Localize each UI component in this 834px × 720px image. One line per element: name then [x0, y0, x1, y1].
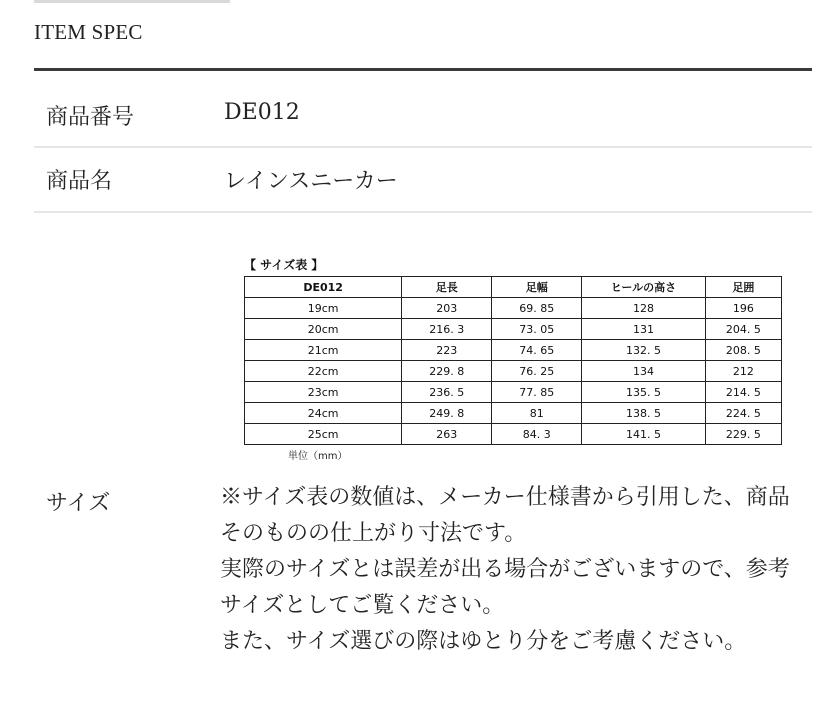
- row-divider: [34, 146, 812, 148]
- size-table-cell: 135. 5: [582, 382, 706, 403]
- section-title: ITEM SPEC: [34, 20, 143, 44]
- size-table-row: [245, 424, 782, 445]
- size-note-line: また、サイズ選びの際はゆとり分をご考慮ください。: [220, 629, 747, 654]
- size-table-row: [245, 298, 782, 319]
- size-table-header-row: [245, 277, 782, 298]
- size-table-cell: 249. 8: [402, 403, 492, 424]
- size-section-label: サイズ: [46, 491, 111, 516]
- size-table-cell: 196: [705, 298, 781, 319]
- size-table-row: [245, 403, 782, 424]
- spec-value-product-name: レインスニーカー: [224, 169, 398, 194]
- size-table-cell: 203: [402, 298, 492, 319]
- size-table-header: 足幅: [492, 277, 582, 298]
- size-table-cell: 23cm: [245, 382, 402, 403]
- size-table-cell: 25cm: [245, 424, 402, 445]
- size-table-cell: 21cm: [245, 340, 402, 361]
- size-table-cell: 224. 5: [705, 403, 781, 424]
- size-table-cell: 81: [492, 403, 582, 424]
- size-table-cell: 263: [402, 424, 492, 445]
- size-table-cell: 134: [582, 361, 706, 382]
- size-table-cell: 138. 5: [582, 403, 706, 424]
- row-divider: [34, 211, 812, 213]
- size-chart: [244, 256, 784, 462]
- size-table-header: DE012: [245, 277, 402, 298]
- size-table-cell: 131: [582, 319, 706, 340]
- spec-label-product-name: 商品名: [46, 169, 113, 194]
- size-table-cell: 69. 85: [492, 298, 582, 319]
- size-chart-unit: 単位（mm）: [288, 451, 348, 462]
- size-table-cell: 229. 5: [705, 424, 781, 445]
- size-table-header: 足囲: [705, 277, 781, 298]
- size-table-cell: 84. 3: [492, 424, 582, 445]
- size-table-cell: 216. 3: [402, 319, 492, 340]
- size-table-cell: 20cm: [245, 319, 402, 340]
- size-table-cell: 229. 8: [402, 361, 492, 382]
- size-table-cell: 236. 5: [402, 382, 492, 403]
- size-table-cell: 22cm: [245, 361, 402, 382]
- size-table-row: [245, 340, 782, 361]
- size-table-cell: 208. 5: [705, 340, 781, 361]
- size-table-cell: 223: [402, 340, 492, 361]
- size-table-row: [245, 361, 782, 382]
- size-table-cell: 77. 85: [492, 382, 582, 403]
- spec-value-product-number: DE012: [224, 100, 300, 125]
- size-table-row: [245, 319, 782, 340]
- top-decor-strip: [34, 0, 230, 3]
- size-table-cell: 132. 5: [582, 340, 706, 361]
- size-table-row: [245, 382, 782, 403]
- size-table-cell: 74. 65: [492, 340, 582, 361]
- size-table-cell: 19cm: [245, 298, 402, 319]
- size-table: [244, 276, 782, 445]
- size-table-cell: 76. 25: [492, 361, 582, 382]
- size-table-cell: 141. 5: [582, 424, 706, 445]
- spec-label-product-number: 商品番号: [46, 105, 135, 130]
- size-table-cell: 128: [582, 298, 706, 319]
- size-note-line: ※サイズ表の数値は、メーカー仕様書から引用した、商品そのものの仕上がり寸法です。: [220, 485, 790, 546]
- size-table-cell: 214. 5: [705, 382, 781, 403]
- size-chart-caption: 【 サイズ表 】: [244, 258, 324, 272]
- size-table-cell: 212: [705, 361, 781, 382]
- section-title-divider: [34, 68, 812, 71]
- size-table-cell: 73. 05: [492, 319, 582, 340]
- size-note-line: 実際のサイズとは誤差が出る場合がございますので、参考サイズとしてご覧ください。: [220, 557, 790, 618]
- size-table-header: 足長: [402, 277, 492, 298]
- size-table-header: ヒールの高さ: [582, 277, 706, 298]
- size-table-cell: 204. 5: [705, 319, 781, 340]
- size-section-note: [220, 480, 790, 660]
- size-table-cell: 24cm: [245, 403, 402, 424]
